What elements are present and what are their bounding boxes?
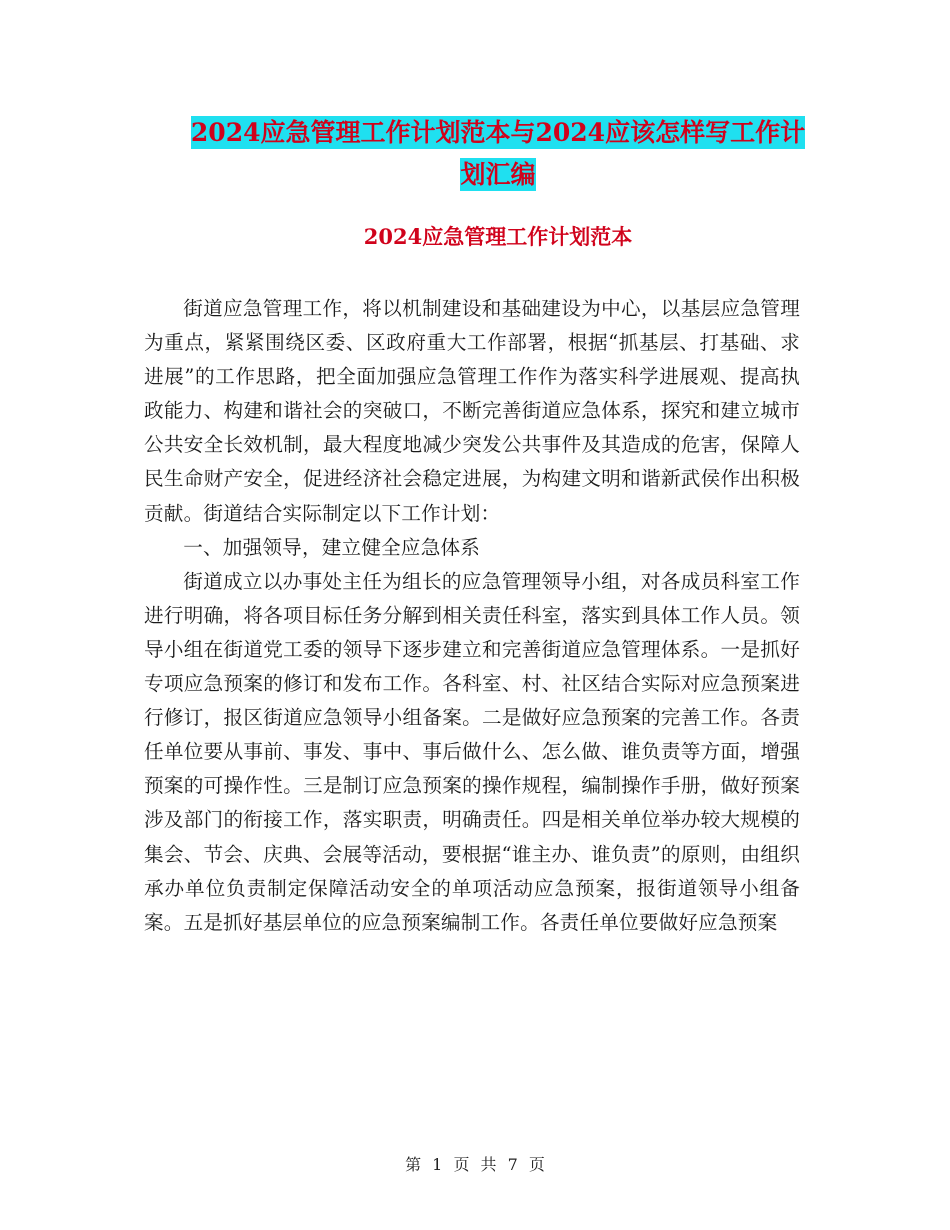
document-body xyxy=(144,292,800,940)
paragraph-heading-1: 一、加强领导，建立健全应急体系 xyxy=(183,535,481,559)
document-title-line2: 划汇编 xyxy=(460,160,536,189)
page-footer: 第 1 页 共 7 页 xyxy=(405,1155,545,1174)
document-title-line1: 2024应急管理工作计划范本与2024应该怎样写工作计 xyxy=(190,118,806,147)
paragraph-leadership: 街道成立以办事处主任为组长的应急管理领导小组，对各成员科室工作进行明确，将各项目标任务分解到相关责任科室，落实到具体工作人员。领导小组在街道党工委的领导下逐步建立和完善街道应急管理体系。一是抓好专项应急预案的修订和发布工作。各科室、村、社区结合实际对应急预案进行修订，报区街道应急领导小组备案。二是做好应急预案的完善工作。各责任单位要从事前、事发、事中、事后做什么、怎么做、谁负责等方面，增强预案的可操作性。三是制订应急预案的操作规程，编制操作手册，做好预案涉及部门的衔接工作，落实职责，明确责任。四是相关单位举办较大规模的集会、节会、庆典、会展等活动，要根据“谁主办、谁负责”的原则，由组织承办单位负责制定保障活动安全的单项活动应急预案，报街道领导小组备案。五是抓好基层单位的应急预案编制工作。各责任单位要做好应急预案 xyxy=(144,569,800,934)
paragraph-intro: 街道应急管理工作，将以机制建设和基础建设为中心，以基层应急管理为重点，紧紧围绕区委、区政府重大工作部署，根据“抓基层、打基础、求进展”的工作思路，把全面加强应急管理工作作为落实科学进展观、提高执政能力、构建和谐社会的突破口，不断完善街道应急体系，探究和建立城市公共安全长效机制，最大程度地减少突发公共事件及其造成的危害，保障人民生命财产安全，促进经济社会稳定进展，为构建文明和谐新武侯作出积极贡献。街道结合实际制定以下工作计划： xyxy=(144,297,800,525)
document-title xyxy=(140,112,856,196)
section-title: 2024应急管理工作计划范本 xyxy=(363,224,633,249)
